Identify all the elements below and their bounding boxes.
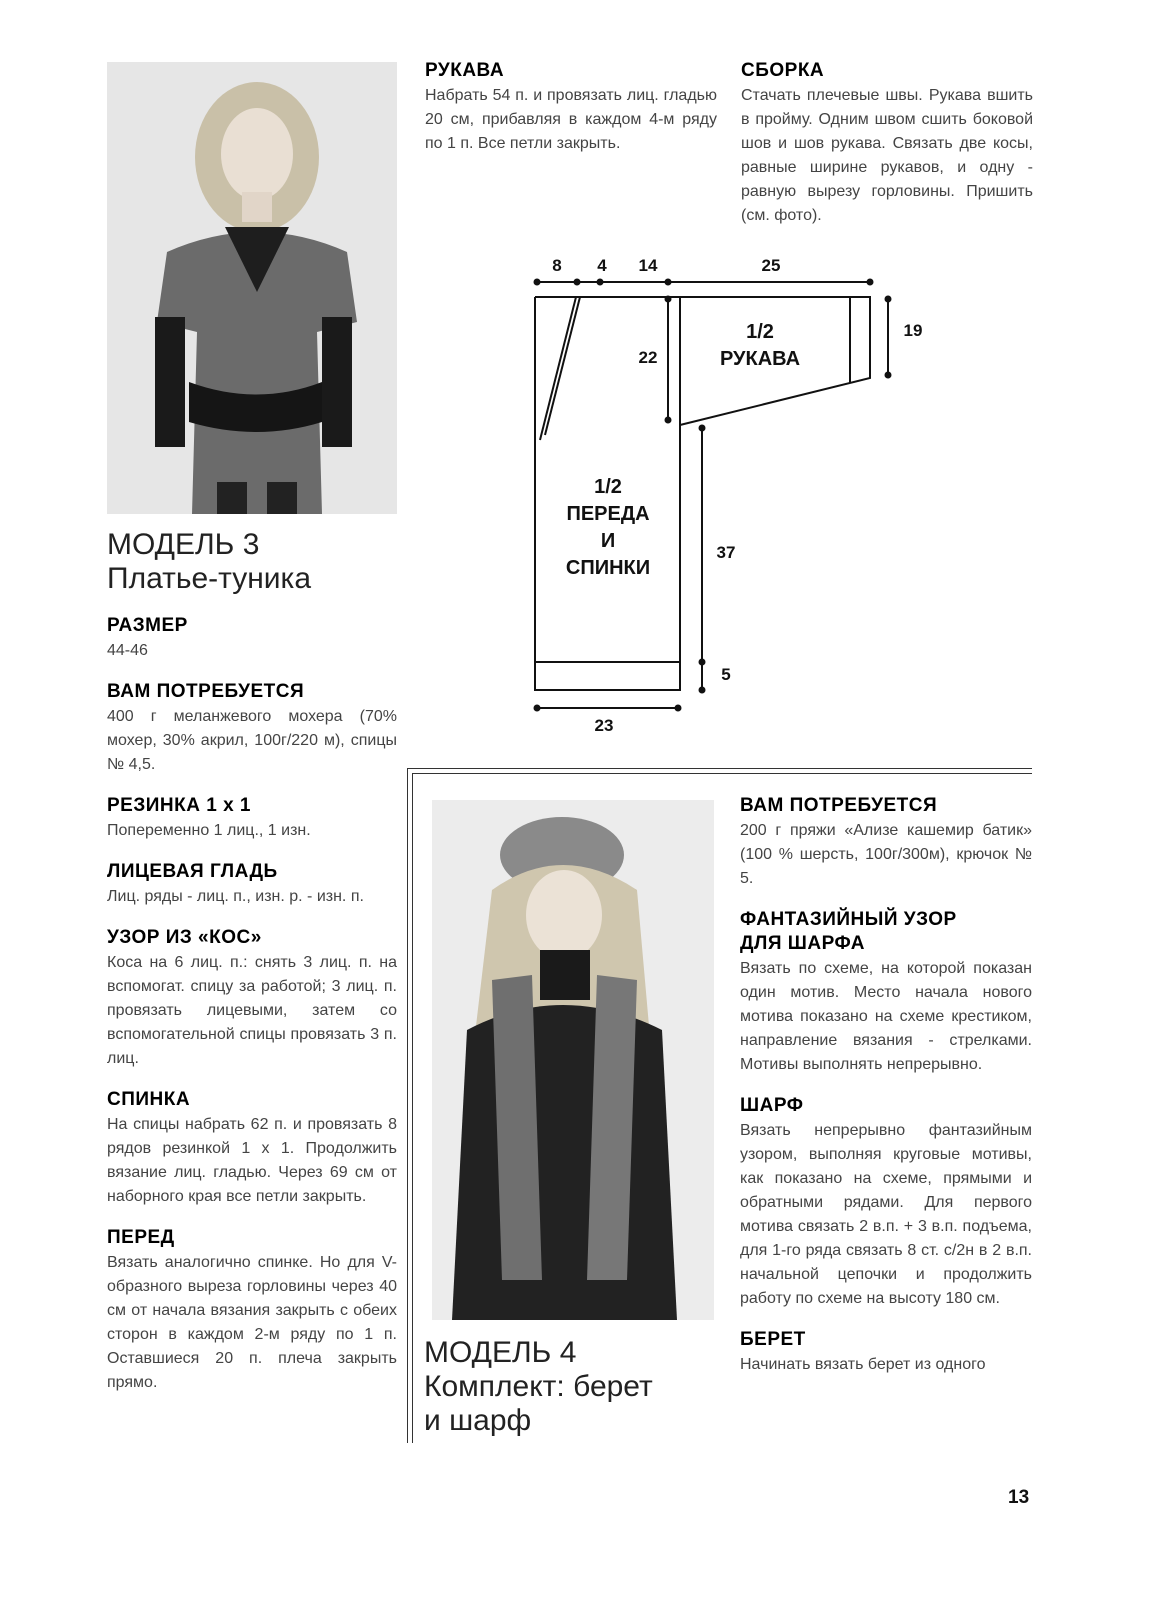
section-title-line2: ДЛЯ ШАРФА <box>740 933 866 954</box>
section-back <box>107 1089 397 1209</box>
dim-dot <box>665 279 672 286</box>
model3-number: МОДЕЛЬ 3 <box>107 528 260 561</box>
model4-frame-left <box>407 768 408 1443</box>
section-text: Вязать непрерывно фантазийным узором, выполняя круговые мотивы, как показано на схеме, прямыми и обратными рядами. Для первого мотива связать 2 в.п. + 3 в.п. подъема, для 1-го ряда связать 8 ст. с/2н в 2 в.п. начальной цепочки и продолжить работу по схеме на высоту 180 см. <box>740 1122 1032 1307</box>
model3-photo <box>107 62 397 514</box>
section-fancy-pattern <box>740 909 1032 1077</box>
section-title: ЛИЦЕВАЯ ГЛАДЬ <box>107 861 278 882</box>
section-title: УЗОР ИЗ «КОС» <box>107 927 262 948</box>
model4-right-column <box>740 795 1032 1395</box>
dim-dot <box>867 279 874 286</box>
dim-dot <box>885 372 892 379</box>
section-materials-4 <box>740 795 1032 891</box>
dim-dot <box>885 296 892 303</box>
section-beret <box>740 1329 1032 1377</box>
dim-dot <box>534 279 541 286</box>
dim-dot <box>675 705 682 712</box>
section-text: Набрать 54 п. и провязать лиц. гладью 20 см, прибавляя в каждом 4-м ряду по 1 п. Все петли закрыть. <box>425 87 717 152</box>
sleeve-label-fraction: 1/2 <box>746 321 774 343</box>
page-number: 13 <box>1008 1487 1030 1508</box>
section-title-line1: ФАНТАЗИЙНЫЙ УЗОР <box>740 909 957 930</box>
dim-dot <box>534 705 541 712</box>
section-sleeves <box>425 60 717 156</box>
section-front <box>107 1227 397 1395</box>
model4-frame-left-inner <box>412 773 413 1443</box>
section-text: На спицы набрать 62 п. и провязать 8 рядов резинкой 1 х 1. Продолжить вязание лиц. гладью. Через 69 см от наборного края все петли закрыть. <box>107 1116 397 1205</box>
section-title: СПИНКА <box>107 1089 191 1110</box>
dim-dot <box>574 279 581 286</box>
section-text: Стачать плечевые швы. Рукава вшить в пройму. Одним швом сшить боковой шов и шов рукава. Связать две косы, равные ширине рукавов, и одну - равную вырезу горловины. Пришить (см. фото). <box>741 87 1033 224</box>
dim-4: 4 <box>597 256 607 275</box>
dim-19: 19 <box>903 321 923 340</box>
body-label-line3: И <box>600 530 616 552</box>
pattern-diagram <box>520 250 950 740</box>
model4-name-line2: и шарф <box>424 1404 532 1437</box>
dim-dot <box>699 659 706 666</box>
dim-dot <box>597 279 604 286</box>
dim-5: 5 <box>721 665 731 684</box>
section-text: Вязать аналогично спинке. Но для V-образного выреза горловины через 40 см от начала вязания закрыть с обеих сторон в каждом 2-м ряду по 1 п. Оставшиеся 20 п. плеча закрыть прямо. <box>107 1254 397 1391</box>
section-text: Попеременно 1 лиц., 1 изн. <box>107 822 311 839</box>
dim-25: 25 <box>761 256 781 275</box>
section-title: БЕРЕТ <box>740 1329 806 1350</box>
section-text: Коса на 6 лиц. п.: снять 3 лиц. п. на вспомогат. спицу за работой; 3 лиц. п. провязать лицевыми, затем со вспомогательной спицы провязать 3 п. лиц. <box>107 954 397 1067</box>
dim-23: 23 <box>594 716 614 735</box>
dim-14: 14 <box>638 256 658 275</box>
section-title: РЕЗИНКА 1 х 1 <box>107 795 251 816</box>
model4-number: МОДЕЛЬ 4 <box>424 1336 577 1369</box>
sleeve-label-name: РУКАВА <box>719 348 801 370</box>
section-cables <box>107 927 397 1071</box>
model4-name-line1: Комплект: берет <box>424 1370 653 1403</box>
section-text: Лиц. ряды - лиц. п., изн. р. - изн. п. <box>107 888 364 905</box>
model3-name: Платье-туника <box>107 562 312 595</box>
section-stockinette <box>107 861 397 909</box>
section-title: РАЗМЕР <box>107 615 188 636</box>
body-label-fraction: 1/2 <box>594 476 622 498</box>
section-title: ВАМ ПОТРЕБУЕТСЯ <box>107 681 305 702</box>
dim-dot <box>699 687 706 694</box>
section-text: 200 г пряжи «Ализе кашемир батик» (100 % шерсть, 100г/300м), крючок № 5. <box>740 822 1032 887</box>
body-label-line2: ПЕРЕДА <box>566 503 650 525</box>
model4-frame-top-inner <box>412 773 1032 774</box>
model4-frame-top <box>407 768 1032 769</box>
neckline-line <box>545 297 580 435</box>
dim-37: 37 <box>716 543 736 562</box>
section-text: 44-46 <box>107 642 148 659</box>
model3-photo-illustration <box>107 62 397 514</box>
section-scarf <box>740 1095 1032 1311</box>
section-assembly <box>741 60 1033 228</box>
section-text: Вязать по схеме, на которой показан один мотив. Место начала нового мотива показано на схеме крестиком, направление вязания - стрелками. Мотивы выполнять непрерывно. <box>740 960 1032 1073</box>
model4-photo <box>432 800 714 1320</box>
section-text: Начинать вязать берет из одного <box>740 1356 986 1373</box>
model3-left-column <box>107 615 397 1413</box>
dim-dot <box>699 425 706 432</box>
section-title: ВАМ ПОТРЕБУЕТСЯ <box>740 795 938 816</box>
section-size <box>107 615 397 663</box>
dim-22: 22 <box>638 348 658 367</box>
dim-8: 8 <box>552 256 562 275</box>
section-materials <box>107 681 397 777</box>
section-rib <box>107 795 397 843</box>
body-label-line4: СПИНКИ <box>565 557 651 579</box>
dim-dot <box>665 417 672 424</box>
section-title: СБОРКА <box>741 60 825 81</box>
section-title: РУКАВА <box>425 60 505 81</box>
neckline-line-2 <box>540 297 576 440</box>
section-text: 400 г меланжевого мохера (70% мохер, 30% акрил, 100г/220 м), спицы № 4,5. <box>107 708 397 773</box>
model4-photo-illustration <box>432 800 714 1320</box>
section-title: ПЕРЕД <box>107 1227 175 1248</box>
dim-dot <box>665 296 672 303</box>
section-title: ШАРФ <box>740 1095 804 1116</box>
